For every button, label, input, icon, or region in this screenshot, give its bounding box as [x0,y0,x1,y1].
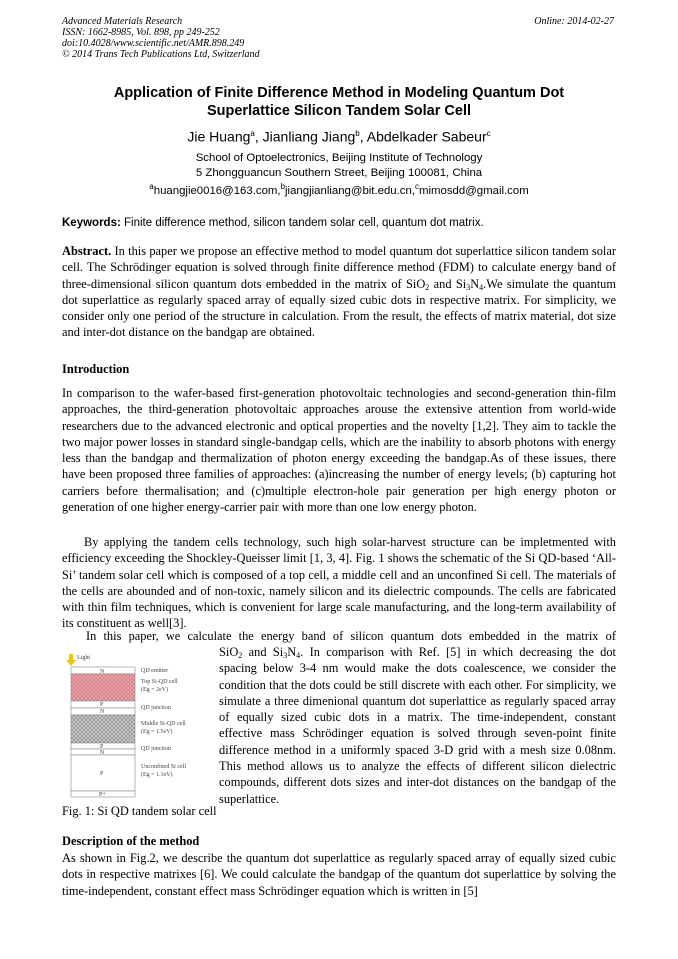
abstract-text: and Si [429,276,467,291]
sub-4: 4 [296,651,301,660]
email-1[interactable]: huangjie0016@163.com, [153,184,281,197]
method-paragraph: As shown in Fig.2, we describe the quantum dot superlattice as regularly spaced array of equally sized cubic dots in respective matrixes [6]. We could calculate the bandgap of the quantum dot superlattice by solving the time-independent, constant effect mass Schrödinger equation which is written in [5] [62,851,616,898]
method-heading: Description of the method [62,834,200,848]
keywords [62,216,616,230]
intro-paragraph-2: By applying the tandem cells technology, such high solar-harvest structure can be impletmented with efficiency exceeding the Shockley-Queisser limit [1, 3, 4]. Fig. 1 shows the schematic of the Si QD-based ‘All-Si’ tandem solar cell which is composed of a top cell, a middle cell and an unconfined Si cell. The materials of the cells are abounded and of non-toxic, namely silicon and its dielectric compounds. The cells are fabricated with thin film techniques, which is convenient for large scale manufacturing, and the long-term availability of its constituent as well[3]. [62,535,616,631]
p3-text: . In comparison with Ref. [5] in which decreasing the dot spacing below 3-4 nm would make the dots coalescence, we consider the condition that the dots could be still discrete with each other. For simplicity, we simulate a three dimenional quantum dot superlattice as regularly spaced array of equally sized cubic dots in a matrix. The time-independent, constant effective mass Schrödinger equation is solved through seven-point finite difference method in a uniformly spaced 3-D grid with a mesh size 0.08nm. This method allows us to analyze the effects of different silicon dielectric compounds, different dots sizes and inter-dot distances on the bandgap of the superlattice. [219,645,616,806]
author-list: Jie Huang$^a$, Jianliang Jiang$^b$, Abdelkader Sabeur$^c$ [187,128,491,145]
keywords-text: Finite difference method, silicon tandem solar cell, quantum dot matrix. [124,217,484,229]
abstract [62,243,616,341]
author-1: Jie Huang [187,128,251,145]
fig-label: Unconfined Si cell [141,764,186,770]
author-2: Jianliang Jiang [262,128,356,145]
fig-label: Top Si-QD cell [141,679,178,685]
sub-2: 2 [238,651,243,660]
copyright-line: © 2014 Trans Tech Publications Ltd, Switzerland [62,49,260,60]
affiliation-line-1: School of Optoelectronics, Beijing Institute of Technology [195,152,483,164]
abstract-label: Abstract. [62,244,112,258]
fig-label: (Eg = 2eV) [141,687,169,693]
fig-label: QD emitter [141,668,169,674]
layer-letter: N [100,709,105,715]
light-label: Light [77,655,90,661]
fig-label: (Eg = 1.5eV) [141,729,173,735]
sub-3: 3 [466,282,471,292]
journal-header [62,16,260,60]
layer-letter: P [100,744,104,750]
figure-1-caption: Fig. 1: Si QD tandem solar cell [62,804,217,818]
title-line-2: Superlattice Silicon Tandem Solar Cell [206,103,472,119]
issn-line: ISSN: 1662-8985, Vol. 898, pp 249-252 [62,27,220,38]
email-2[interactable]: jiangjianliang@bit.edu.cn, [285,184,416,197]
fig-label: QD junction [141,705,171,711]
doi-line: doi:10.4028/www.scientific.net/AMR.898.249 [62,38,245,49]
keywords-label: Keywords: [62,217,121,229]
email-line [62,180,616,198]
intro-paragraph-1: In comparison to the wafer-based first-generation photovoltaic technologies and second-generation thin-film approaches, the third-generation photovoltaic approaches arouse the extensive attention from world-wide researchers due to the advanced electronic and optical properties and the novelty [1,2]. They aim to tackle the two major power losses in standard single-bandgap cells, which are the inability to absorb photons with energy less than the bandgap and thermalization of photon energy exceeding the bandgap.As of these issues, there have been proposed three families of approaches: (a)increasing the number of energy levels; (b) capturing hot carriers before thermalisation; and (c)multiple electron-hole pair generation per high energy photon or generation of one higher energy-carrier pair with more than one low energy photon. [62,386,616,515]
layer-middle-cell [71,715,135,743]
abstract-text: .We simulate the quantum dot superlattice as regularly spaced array of equally sized cubic dots in respective matrix. For simplicity, we consider only one period of the structure in calculation. From the result, the effects of matrix material, dot size and inter-dot distance on the bandgap are obtained. [62,276,616,340]
email-3-sup: c [415,182,420,191]
p3-text: SiO [219,645,239,659]
affiliation [62,151,616,198]
paper-title [62,84,616,120]
fig-label: QD junction [141,746,171,752]
fig-label: Middle Si-QD cell [141,721,186,727]
sub-4: 4 [479,282,484,292]
email-2-sup: b [280,182,286,191]
p3-text: N [287,645,297,659]
layer-letter: P [100,702,104,708]
intro-paragraph-3 [219,644,616,807]
fig-label: (Eg = 1.1eV) [141,772,173,778]
sub-2: 2 [425,282,430,292]
online-date: Online: 2014-02-27 [534,16,614,27]
author-3: Abdelkader Sabeur [366,128,487,145]
author-1-sup: a [250,129,255,138]
abstract-text: N [470,276,480,291]
author-2-sup: b [355,129,360,138]
layer-letter: P [100,771,104,777]
title-line-1: Application of Finite Difference Method in Modeling Quantum Dot [113,85,565,101]
p3-text: and Si [242,645,284,659]
journal-name: Advanced Materials Research [62,16,183,27]
layer-letter: N [100,669,105,675]
author-3-sup: c [486,129,491,138]
affiliation-line-2: 5 Zhongguancun Southern Street, Beijing 100081, China [195,166,483,179]
light-arrow-icon [66,654,76,666]
layer-letter: N [100,750,105,756]
abstract-text: In this paper we propose an effective method to model quantum dot superlattice silicon tandem solar cell. The Schrödinger equation is solved through finite difference method (FDM) to calculate energy band of three-dimensional silicon quantum dots embedded in the matrix of SiO [62,244,616,291]
layer-letter: P+ [99,792,106,798]
intro-paragraph-3-first-line: In this paper, we calculate the energy band of silicon quantum dots embedded in the matrix of [86,629,616,643]
layer-top-cell [71,674,135,701]
introduction-heading: Introduction [62,362,130,376]
email-3[interactable]: mimosdd@gmail.com [419,184,529,197]
sub-3: 3 [283,651,288,660]
figure-1-tandem-cell-diagram [62,652,212,810]
email-1-sup: a [149,182,154,191]
